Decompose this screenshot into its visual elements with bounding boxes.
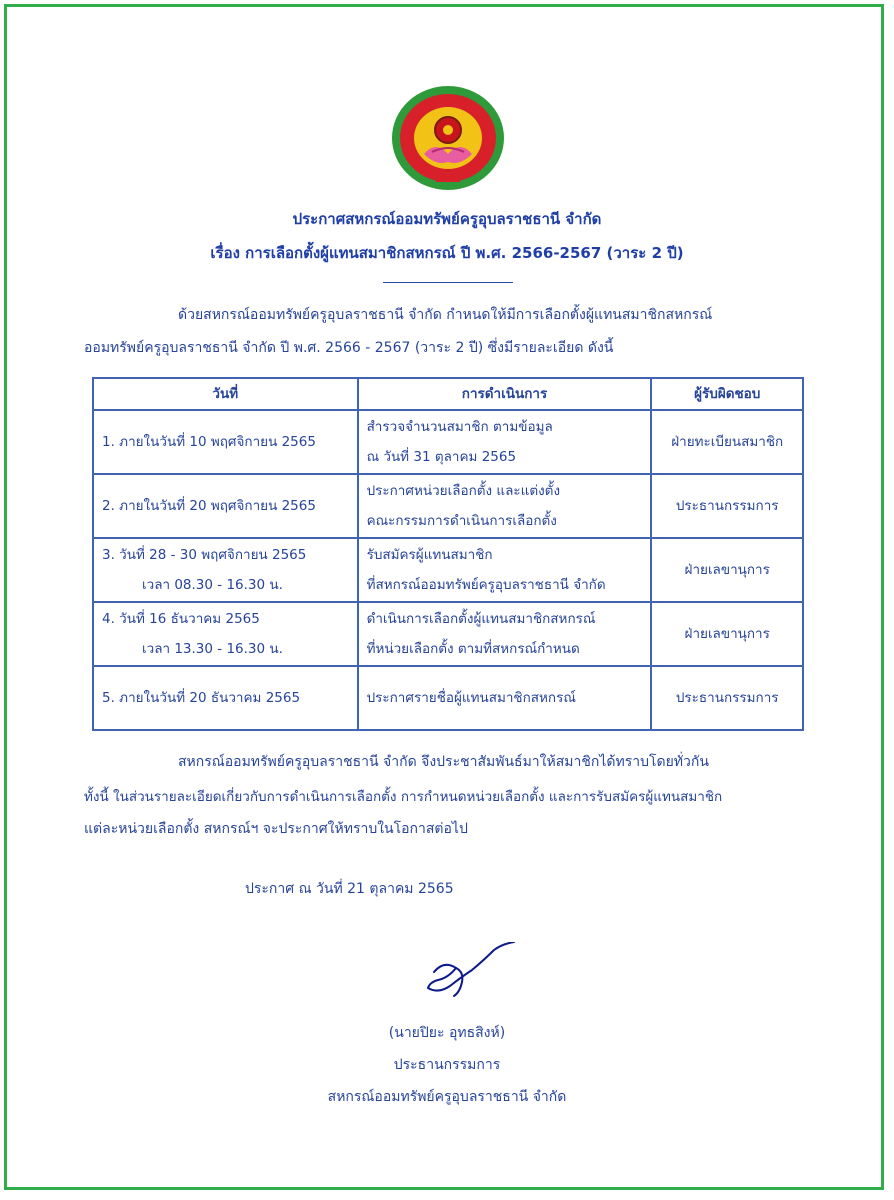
signature [420, 942, 520, 1000]
row-action-line2: ที่หน่วยเลือกตั้ง ตามที่สหกรณ์กำหนด [366, 641, 580, 657]
row-owner: ฝ่ายทะเบียนสมาชิก [651, 410, 803, 474]
row-owner: ฝ่ายเลขานุการ [651, 602, 803, 666]
header-date: วันที่ [93, 378, 358, 410]
table-row [93, 538, 803, 602]
intro-line-1: ด้วยสหกรณ์ออมทรัพย์ครูอุบลราชธานี จำกัด กำหนดให้มีการเลือกตั้งผู้แทนสมาชิกสหกรณ์ [178, 307, 713, 323]
row-date: 1. ภายในวันที่ 10 พฤศจิกายน 2565 [102, 434, 316, 450]
title-divider [383, 282, 513, 283]
table-row [93, 666, 803, 730]
row-action-line1: สำรวจจำนวนสมาชิก ตามข้อมูล [366, 419, 553, 435]
table-header-row [93, 378, 803, 410]
header-action: การดำเนินการ [358, 378, 652, 410]
table-row [93, 474, 803, 538]
cooperative-logo [390, 84, 506, 192]
row-action-line2: ณ วันที่ 31 ตุลาคม 2565 [366, 449, 517, 465]
announce-date: ประกาศ ณ วันที่ 21 ตุลาคม 2565 [245, 881, 454, 897]
intro-line-2: ออมทรัพย์ครูอุบลราชธานี จำกัด ปี พ.ศ. 2566 - 2567 (วาระ 2 ปี) ซึ่งมีรายละเอียด ดังนี้ [84, 340, 614, 356]
announcement-subject: เรื่อง การเลือกตั้งผู้แทนสมาชิกสหกรณ์ ปี พ.ศ. 2566-2567 (วาระ 2 ปี) [210, 244, 684, 262]
row-action-line1: ประกาศรายชื่อผู้แทนสมาชิกสหกรณ์ [366, 690, 576, 706]
row-action-line1: ดำเนินการเลือกตั้งผู้แทนสมาชิกสหกรณ์ [366, 611, 596, 627]
row-owner: ฝ่ายเลขานุการ [651, 538, 803, 602]
row-date: 5. ภายในวันที่ 20 ธันวาคม 2565 [102, 690, 301, 706]
table-row [93, 602, 803, 666]
row-action-line1: ประกาศหน่วยเลือกตั้ง และแต่งตั้ง [366, 483, 561, 499]
announcement-title: ประกาศสหกรณ์ออมทรัพย์ครูอุบลราชธานี จำกัด [292, 210, 602, 228]
row-date: 2. ภายในวันที่ 20 พฤศจิกายน 2565 [102, 498, 316, 514]
closing-line-2: ทั้งนี้ ในส่วนรายละเอียดเกี่ยวกับการดำเนินการเลือกตั้ง การกำหนดหน่วยเลือกตั้ง และการรับสมัครผู้แทนสมาชิก [84, 789, 723, 805]
row-date: 4. วันที่ 16 ธันวาคม 2565 [102, 611, 260, 627]
row-time: เวลา 08.30 - 16.30 น. [142, 577, 283, 593]
row-date: 3. วันที่ 28 - 30 พฤศจิกายน 2565 [102, 547, 307, 563]
row-action-line1: รับสมัครผู้แทนสมาชิก [366, 547, 493, 563]
signer-position: ประธานกรรมการ [393, 1057, 501, 1073]
row-owner: ประธานกรรมการ [651, 474, 803, 538]
signer-name: (นายปิยะ อุทธสิงห์) [388, 1025, 506, 1041]
header-owner: ผู้รับผิดชอบ [651, 378, 803, 410]
row-action-line2: ที่สหกรณ์ออมทรัพย์ครูอุบลราชธานี จำกัด [366, 577, 606, 593]
signer-organization: สหกรณ์ออมทรัพย์ครูอุบลราชธานี จำกัด [327, 1089, 567, 1105]
row-time: เวลา 13.30 - 16.30 น. [142, 641, 283, 657]
table-row [93, 410, 803, 474]
row-owner: ประธานกรรมการ [651, 666, 803, 730]
closing-line-3: แต่ละหน่วยเลือกตั้ง สหกรณ์ฯ จะประกาศให้ทราบในโอกาสต่อไป [84, 821, 468, 837]
schedule-table [92, 377, 804, 731]
closing-line-1: สหกรณ์ออมทรัพย์ครูอุบลราชธานี จำกัด จึงประชาสัมพันธ์มาให้สมาชิกได้ทราบโดยทั่วกัน [178, 754, 709, 770]
row-action-line2: คณะกรรมการดำเนินการเลือกตั้ง [366, 513, 557, 529]
